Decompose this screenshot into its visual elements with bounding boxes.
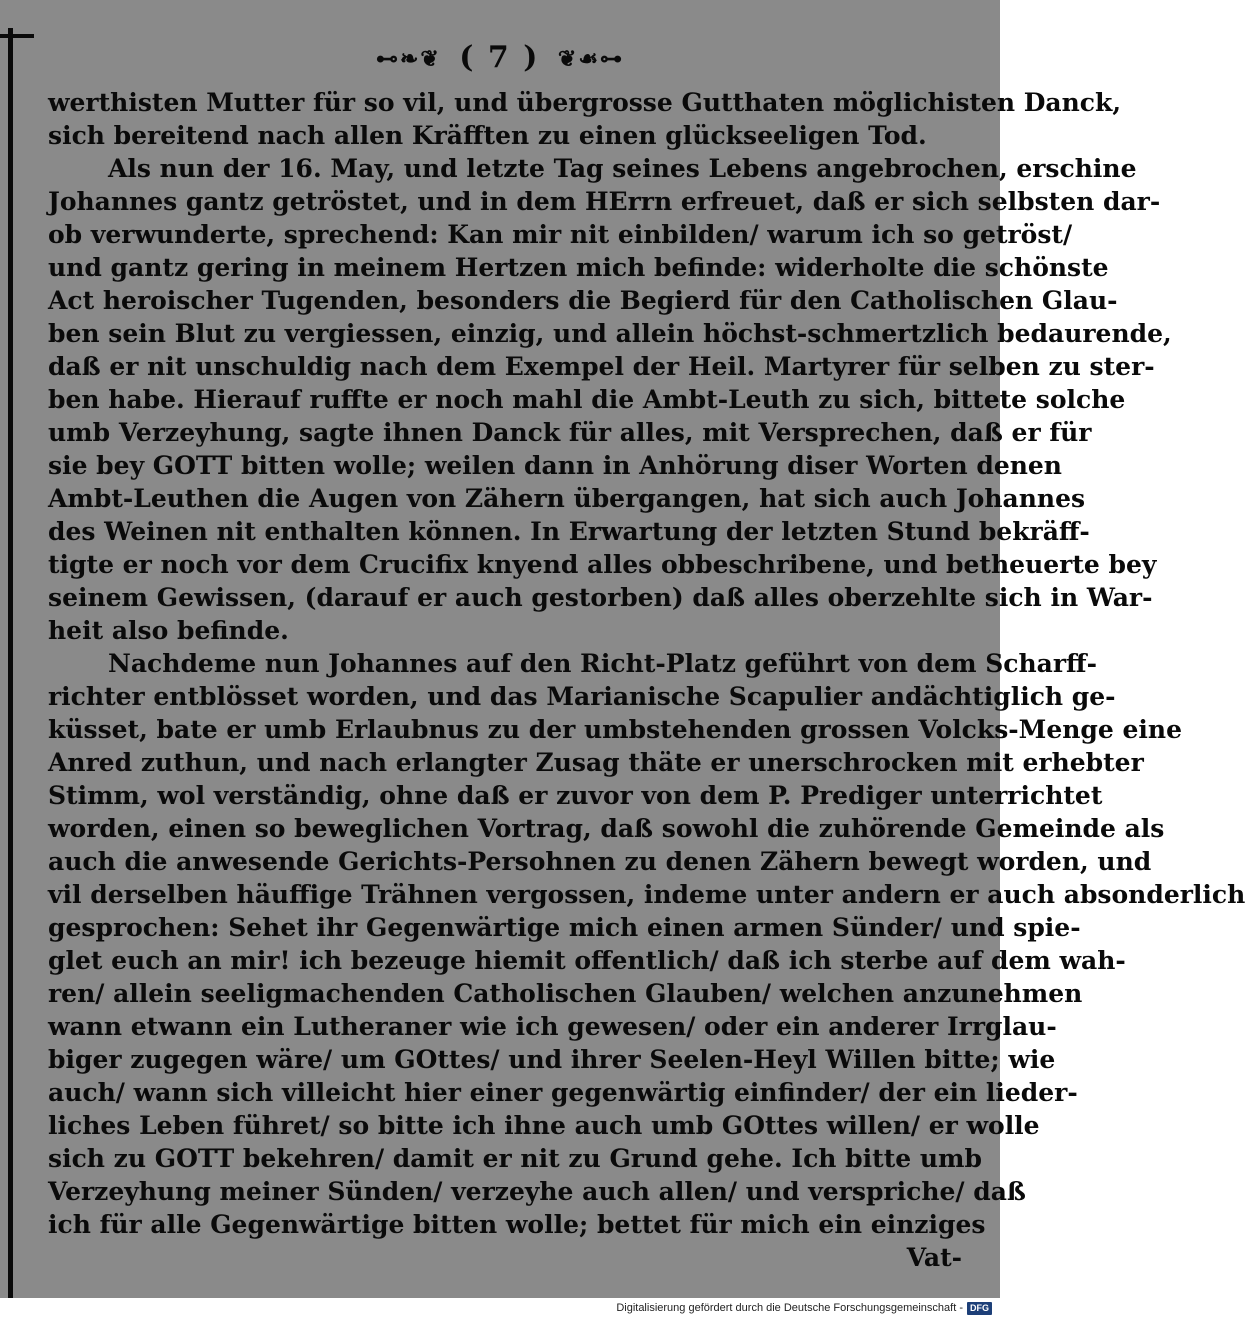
text-line: tigte er noch vor dem Crucifix knyend alles obbeschribene, und betheuerte bey [48,550,1157,579]
digitization-footer [616,1299,992,1317]
text-line: glet euch an mir! ich bezeuge hiemit offentlich/ daß ich sterbe auf dem wah- [48,946,1126,975]
text-line: Als nun der 16. May, und letzte Tag seines Lebens angebrochen, erschine [108,154,1137,183]
text-line: ben sein Blut zu vergiessen, einzig, und allein höchst-schmertzlich bedaurende, [48,319,1172,348]
text-line: werthisten Mutter für so vil, und übergrosse Gutthaten möglichisten Danck, [48,88,1122,117]
text-line: auch die anwesende Gerichts-Persohnen zu denen Zähern bewegt worden, und [48,847,1152,876]
text-line: küsset, bate er umb Erlaubnus zu der umbstehenden grossen Volcks-Menge eine [48,715,1183,744]
dfg-logo-icon: DFG [967,1302,992,1315]
text-line: richter entblösset worden, und das Marianische Scapulier andächtiglich ge- [48,682,1116,711]
text-line: seinem Gewissen, (darauf er auch gestorben) daß alles oberzehlte sich in War- [48,583,1153,612]
text-line: Ambt-Leuthen die Augen von Zähern übergangen, hat sich auch Johannes [48,484,1086,513]
body-text [48,86,1245,1274]
text-line: sie bey GOTT bitten wolle; weilen dann in Anhörung diser Worten denen [48,451,1062,480]
text-line: ben habe. Hierauf ruffte er noch mahl die Ambt-Leuth zu sich, bittete solche [48,385,1126,414]
footer-credit-text: Digitalisierung gefördert durch die Deutsche Forschungsgemeinschaft - [616,1302,963,1314]
text-line: Act heroischer Tugenden, besonders die Begierd für den Catholischen Glau- [48,286,1118,315]
text-line: vil derselben häuffige Trähnen vergossen, indeme unter andern er auch absonderlich [48,880,1245,909]
text-line: heit also befinde. [48,616,289,645]
text-line: und gantz gering in meinem Hertzen mich befinde: widerholte die schönste [48,253,1109,282]
text-line: daß er nit unschuldig nach dem Exempel der Heil. Martyrer für selben zu ster- [48,352,1155,381]
text-line: gesprochen: Sehet ihr Gegenwärtige mich einen armen Sünder/ und spie- [48,913,1081,942]
text-line: umb Verzeyhung, sagte ihnen Danck für alles, mit Versprechen, daß er für [48,418,1092,447]
text-line: ob verwunderte, sprechend: Kan mir nit einbilden/ warum ich so getröst/ [48,220,1073,249]
text-line: worden, einen so beweglichen Vortrag, daß sowohl die zuhörende Gemeinde als [48,814,1165,843]
text-line: sich bereitend nach allen Kräfften zu einen glückseeligen Tod. [48,121,927,150]
text-line: des Weinen nit enthalten können. In Erwartung der letzten Stund bekräff- [48,517,1090,546]
text-line: Johannes gantz getröstet, und in dem HErrn erfreuet, daß er sich selbsten dar- [48,187,1161,216]
text-line: auch/ wann sich villeicht hier einer gegenwärtig einfinder/ der ein lieder- [48,1078,1078,1107]
text-line: Verzeyhung meiner Sünden/ verzeyhe auch allen/ und verspriche/ daß [48,1177,1026,1206]
text-line: sich zu GOTT bekehren/ damit er nit zu Grund gehe. Ich bitte umb [48,1144,982,1173]
text-line: biger zugegen wäre/ um GOttes/ und ihrer Seelen-Heyl Willen bitte; wie [48,1045,1056,1074]
page-edge-rule [8,28,13,1298]
ornament-left-icon: ⊷❧❦ [375,46,441,72]
text-line: ich für alle Gegenwärtige bitten wolle; bettet für mich ein einziges [48,1210,986,1239]
text-line: Anred zuthun, und nach erlangter Zusag thäte er unerschrocken mit erhebter [48,748,1144,777]
page-number: ( 7 ) [459,40,540,75]
text-line: ren/ allein seeligmachenden Catholischen Glauben/ welchen anzunehmen [48,979,1083,1008]
page-header [0,40,1000,75]
text-line: Stimm, wol verständig, ohne daß er zuvor von dem P. Prediger unterrichtet [48,781,1103,810]
text-line: liches Leben führet/ so bitte ich ihne auch umb GOttes willen/ er wolle [48,1111,1040,1140]
text-line: wann etwann ein Lutheraner wie ich gewesen/ oder ein anderer Irrglau- [48,1012,1057,1041]
ornament-right-icon: ❦☙⊶ [557,46,625,72]
catchword: Vat- [906,1243,962,1272]
text-line: Nachdeme nun Johannes auf den Richt-Platz geführt von dem Scharff- [108,649,1097,678]
